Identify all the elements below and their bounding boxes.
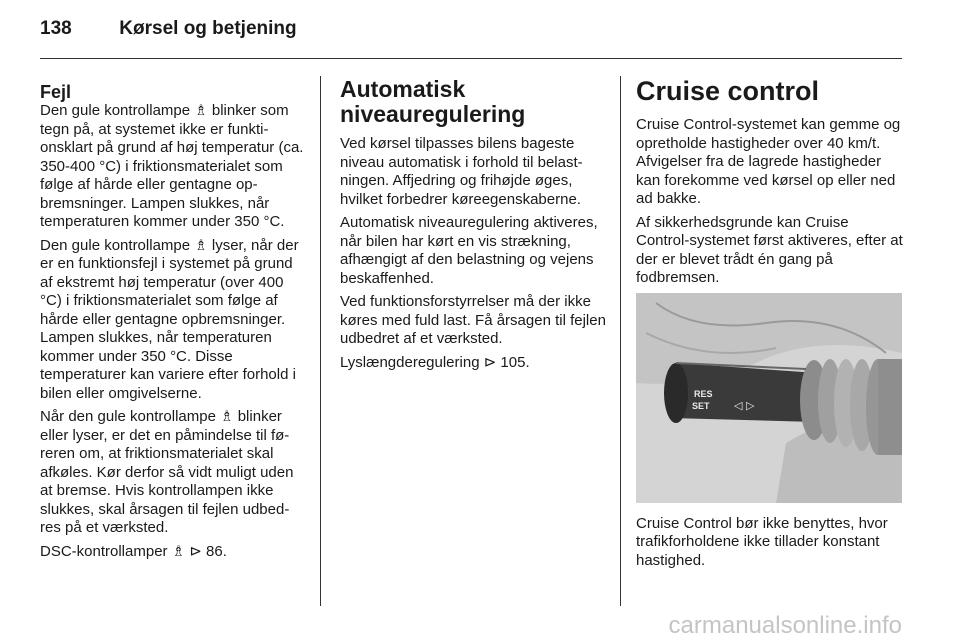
chapter-title: Kørsel og betjening [119,18,297,39]
column-middle [340,70,608,377]
paragraph: Den gule kontrollampe ♗ blinker som tegn på, at systemet ikke er funktionsklart på grund af høj temperatur (ca. 350-400 °C) i friktionsmaterialet som følge af hårde eller gentagne opbremsninger. Lampen slukkes, når temperaturen kommer under 350 °C. [40,102,304,230]
paragraph: Cruise Control bør ikke benyttes, hvor trafikforholdene ikke tillader konstant hastighed. [636,514,888,569]
paragraph: Automatisk niveauregulering aktiveres, når bilen har kørt en vis strækning, afhængigt af den belastning og vejens beskaffenhed. [340,214,598,287]
paragraph: Lyslængderegulering ⊳ 105. [340,353,530,371]
page-header [40,18,297,40]
column-divider [620,76,621,606]
paragraph: Den gule kontrollampe ♗ lyser, når der er en funktionsfejl i systemet på grund af ekstremt høj temperatur (over 400 °C) i friktionsmaterialet som følge af hårde eller gentagne opbremsninger. Lampen slukkes, når temperaturen kommer under 350 °C. Disse temperaturer kan variere efter forhold i bilen eller omgivelserne. [40,236,299,402]
res-label: RES [694,388,713,399]
paragraph: Cruise Control-systemet kan gemme og opretholde hastigheder over 40 km/t. Afvigelser fra de lagrede hastigheder kan forekomme ved kørsel op eller ned ad bakke. [636,116,901,207]
column-right [636,70,904,575]
section-heading-niveauregulering: Automatisk niveauregulering [340,76,526,127]
paragraph: Ved funktionsforstyrrelser må der ikke køres med fuld last. Få årsagen til fejlen udbedret af et værksted. [340,293,606,347]
paragraph: Ved kørsel tilpasses bilens bageste niveau automatisk i forhold til belastningen. Affjedring og frihøjde øges, hvilket forbedrer køreegenskaberne. [340,135,583,208]
cruise-arrows-icon: ◁ ▷ [734,398,755,412]
column-left [40,70,304,566]
paragraph: Af sikkerhedsgrunde kan Cruise Control-systemet først aktiveres, efter at der er blevet trådt én gang på fodbremsen. [636,213,903,286]
set-label: SET [692,400,710,411]
paragraph: Når den gule kontrollampe ♗ blinker eller lyser, er det en påmindelse til føreren om, at friktionsmaterialet skal afkøles. Kør derfor så vidt muligt uden at bremse. Hvis kontrollampen ikke slukkes, skal årsagen til fejlen udbedres på et værksted. [40,408,294,536]
column-divider [320,76,321,606]
section-heading-fejl: Fejl [40,82,72,102]
watermark: carmanualsonline.info [668,612,902,639]
page-number: 138 [40,18,72,39]
section-heading-cruise-control: Cruise control [636,76,820,106]
paragraph: DSC-kontrollamper ♗ ⊳ 86. [40,542,227,560]
cruise-control-stalk-photo [636,293,902,503]
header-rule [40,58,902,59]
